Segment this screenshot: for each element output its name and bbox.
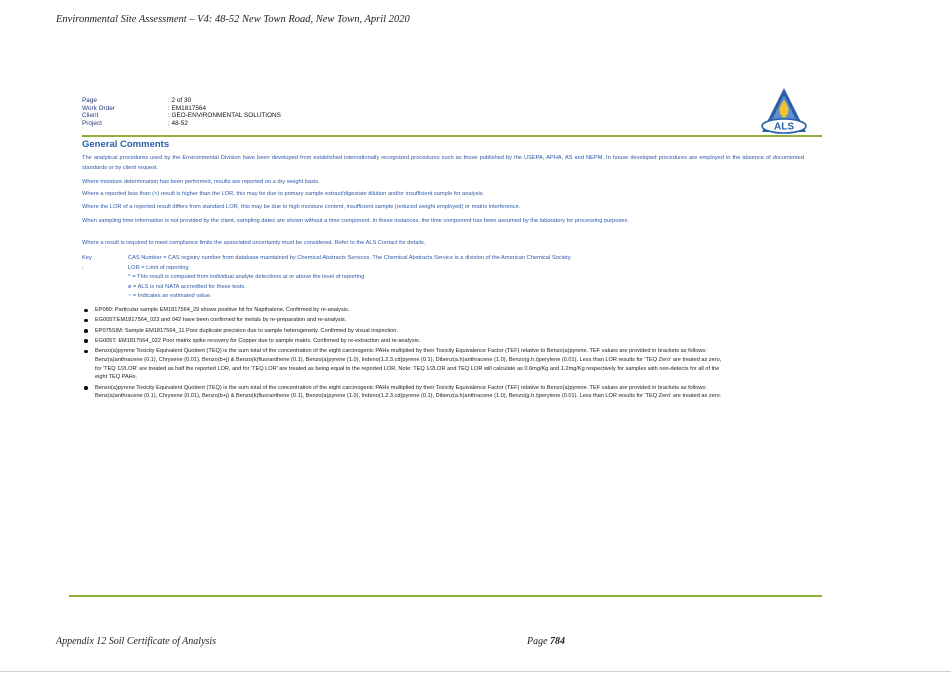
key-line: ^ = This result is computed from individual analyte detections at or above the level of reporting [128, 274, 365, 280]
bullet-item [82, 316, 722, 325]
als-logo-text: ALS [774, 121, 794, 133]
bullet-dot [84, 339, 88, 343]
report-meta [82, 97, 281, 128]
bullet-text: EP080: Particular sample EM1817564_29 shows positive hit for Napthalene. Confirmed by re-analysis. [95, 307, 350, 313]
comment-paragraph: Where the LOR of a reported result differs from standard LOR, this may be due to high moisture content, insufficient sample (reduced weight employed) or matrix interference. [82, 204, 521, 210]
footer-caption: Appendix 12 Soil Certificate of Analysis [56, 636, 217, 647]
meta-row [82, 105, 281, 113]
als-logo [758, 86, 810, 136]
meta-row [82, 120, 281, 128]
bullet-item [82, 327, 722, 336]
bullet-dot [84, 329, 88, 333]
meta-value: : 48-52 [168, 120, 188, 128]
footer-page-prefix: Page [527, 636, 551, 647]
bullet-text: EG005T: EM1817564_022 Poor matrix spike recovery for Copper due to sample matrix. Confirmed by re-extraction and re-analysis. [95, 337, 421, 344]
bullet-item [82, 337, 722, 346]
meta-value: : GEO-ENVIRONMENTAL SOLUTIONS [168, 112, 281, 120]
meta-value: : 2 of 30 [168, 97, 192, 104]
comment-paragraph: When sampling time information is not provided by the client, sampling dates are shown without a time component. In these instances, the time component has been assumed by the laboratory for processing purposes. [82, 218, 629, 224]
bullet-item [82, 306, 722, 315]
meta-label: Project [82, 120, 102, 128]
meta-row [82, 97, 281, 105]
bullet-text: EP075SIM: Sample EM1817564_11 Poor duplicate precision due to sample heterogeneity. Confirmed by visual inspection. [95, 327, 398, 334]
key-line: ~ = Indicates an estimated value. [128, 293, 212, 299]
meta-label: Page [82, 97, 97, 104]
header-rule [82, 135, 822, 137]
section-title: General Comments [82, 139, 170, 150]
document-header: Environmental Site Assessment – V4: 48-52 New Town Road, New Town, April 2020 [56, 14, 410, 25]
meta-row [82, 112, 281, 120]
bullet-dot [84, 386, 88, 390]
bullet-item [82, 347, 722, 382]
footer-page-number: 784 [550, 636, 566, 647]
footer-page [527, 636, 565, 647]
footer-rule [69, 595, 822, 597]
meta-value: : EM1817564 [168, 104, 207, 112]
key-line: CAS Number = CAS registry number from database maintained by Chemical Abstracts Services. The Chemical Abstracts Service is a division of the American Chemical Society. [128, 255, 572, 261]
bullet-text: Benzo(a)pyrene Toxicity Equivalent Quotient (TEQ) is the sum total of the concentration of the eight carcinogenic PAHs multiplied by their Toxicity Equivalence Factor (TEF) relative to Benzo(a)pyrene. TEF values are provided in brackets as follows: Benz(a)anthracene (0.1), Chrysene (0.01), Benzo(b+j) & Benzo(k)fluoranthene (0.1), Benzo(a)pyrene (1.0), Indeno(1.2.3.cd)pyrene (0.1), Dibenz(a.h)anthracene (1.0), Benzo(g.h.i)perylene (0.01). Less than LOR results for 'TEQ Zero' are treated as zero, for 'TEQ 1/2LOR' are treated as half the reported LOR, and for 'TEQ LOR' are treated as being equal to the reported LOR. Note: TEQ 1/2LOR and TEQ LOR will calculate as 0.6mg/Kg and 1.2mg/Kg respectively for samples with non-detects for all of the eight TEQ PAHs. [95, 348, 722, 381]
key-line: ø = ALS is not NATA accredited for these tests. [128, 283, 246, 290]
bullet-dot [84, 309, 88, 313]
meta-label: Work Order [82, 104, 115, 112]
meta-label: Client [82, 112, 99, 120]
bullet-dot [84, 350, 88, 354]
page-bottom-edge [0, 671, 951, 672]
comment-paragraph: Where a reported less than (<) result is higher than the LOR, this may be due to primary sample extract/digestate dilution and/or insufficient sample for analysis. [82, 191, 485, 197]
comment-paragraph: Where a result is required to meet compliance limits the associated uncertainty must be considered. Refer to the ALS Contact for details. [82, 240, 426, 246]
comment-bullets [82, 306, 722, 403]
bullet-item [82, 384, 722, 401]
key-label: Key : [82, 255, 92, 271]
key-line: LOR = Limit of reporting [128, 264, 189, 271]
bullet-text: EG005T:EM1817564_023 and 042 have been confirmed for metals by re-preparation and re-analysis. [95, 317, 347, 324]
comment-paragraph: Where moisture determination has been performed, results are reported on a dry weight basis. [82, 179, 320, 185]
bullet-text: Benzo(a)pyrene Toxicity Equivalent Quotient (TEQ) is the sum total of the concentration of the eight carcinogenic PAHs multiplied by their Toxicity Equivalence Factor (TEF) relative to Benzo(a)pyrene. TEF values are provided in brackets as follows: Benz(a)anthracene (0.1), Chrysene (0.01), Benzo(b+j) & Benzo(k)fluoranthene (0.1), Benzo(a)pyrene (1.0), Indeno(1.2.3.cd)pyrene (0.1), Dibenz(a.h)anthracene (1.0), Benzo(g.h.i)perylene (0.01). Less than LOR results for 'TEQ Zero' are treated as zero. [95, 384, 722, 400]
bullet-dot [84, 319, 88, 323]
comment-paragraph: The analytical procedures used by the Environmental Division have been developed from established internationally recognized procedures such as those published by the USEPA, APHA, AS and NEPM. In house developed procedures are employed in the absence of documented standards or by client request. [82, 155, 804, 171]
